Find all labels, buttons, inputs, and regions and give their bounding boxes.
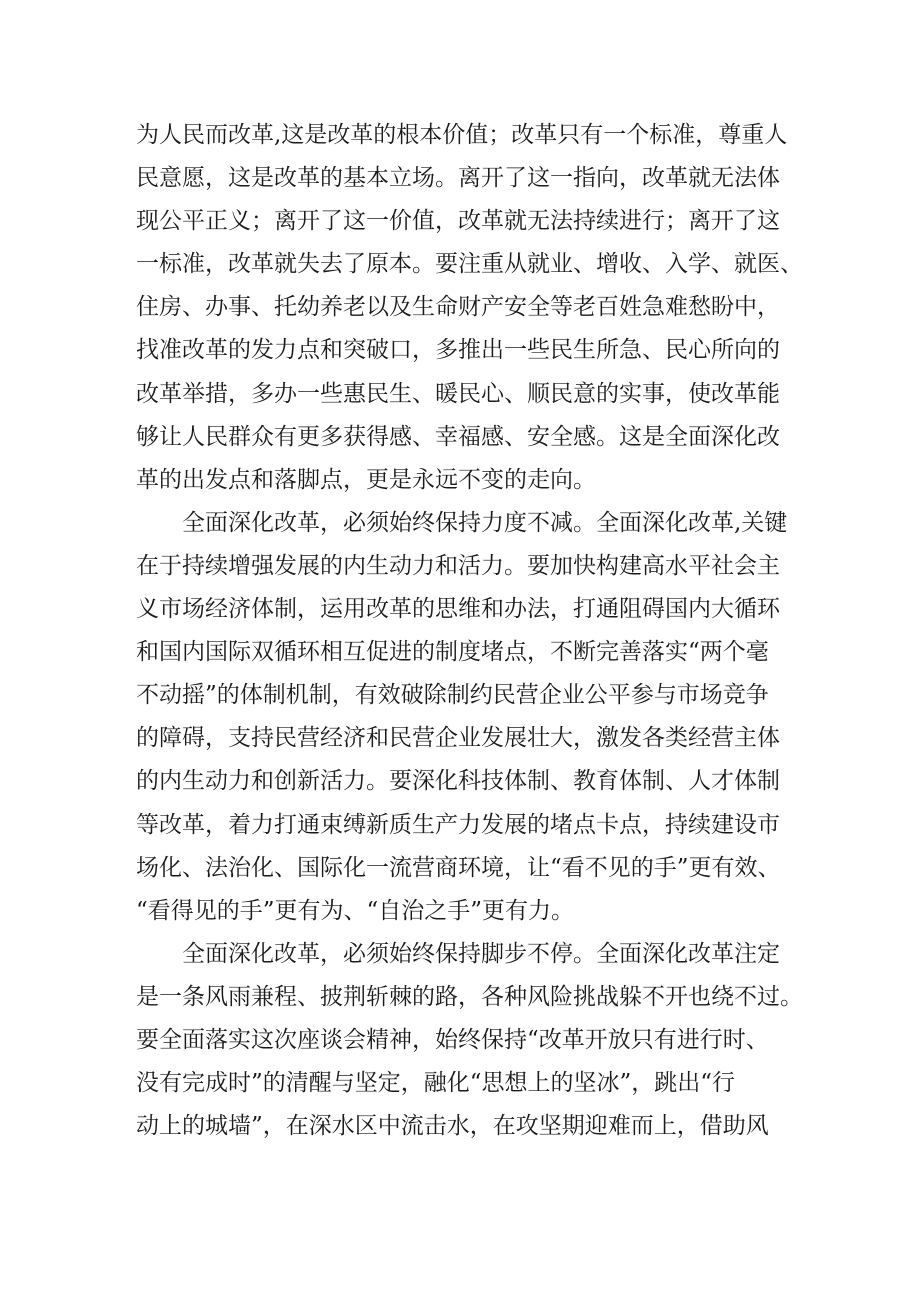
text-line: 一标准，改革就失去了原本。要注重从就业、增收、入学、就医、 — [136, 251, 803, 278]
text-line: 要全面落实这次座谈会精神，始终保持“改革开放只有进行时、 — [136, 1026, 769, 1053]
text-line: “看得见的手”更有为、“自治之手”更有力。 — [136, 897, 575, 924]
text-line: 没有完成时”的清醒与坚定，融化“思想上的坚冰”，跳出“行 — [136, 1070, 736, 1097]
text-line: 找准改革的发力点和突破口，多推出一些民生所急、民心所向的 — [136, 337, 780, 364]
text-line: 为人民而改革,这是改革的根本价值；改革只有一个标准，尊重人 — [136, 122, 788, 148]
text-line: 现公平正义；离开了这一价值，改革就无法持续进行；离开了这 — [136, 208, 780, 235]
text-line: 改革举措，多办一些惠民生、暖民心、顺民意的实事，使改革能 — [136, 380, 780, 407]
text-line: 义市场经济体制，运用改革的思维和办法，打通阻碍国内大循环 — [136, 596, 780, 623]
text-line: 场化、法治化、国际化一流营商环境，让“看不见的手”更有效、 — [136, 854, 781, 881]
text-line: 的内生动力和创新活力。要深化科技体制、教育体制、人才体制 — [136, 768, 780, 795]
text-line: 全面深化改革，必须始终保持力度不减。全面深化改革,关键 — [136, 509, 788, 536]
text-line: 动上的城墙”，在深水区中流击水，在攻坚期迎难而上，借助风 — [136, 1113, 769, 1140]
text-line: 是一条风雨兼程、披荆斩棘的路，各种风险挑战躲不开也绕不过。 — [136, 983, 803, 1010]
text-line: 在于持续增强发展的内生动力和活力。要加快构建高水平社会主 — [136, 552, 780, 579]
text-line: 革的出发点和落脚点，更是永远不变的走向。 — [136, 466, 596, 493]
text-line: 民意愿，这是改革的基本立场。离开了这一指向，改革就无法体 — [136, 165, 780, 192]
text-line: 等改革，着力打通束缚新质生产力发展的堵点卡点，持续建设市 — [136, 811, 780, 838]
text-line: 不动摇”的体制机制，有效破除制约民营企业公平参与市场竞争 — [136, 682, 769, 709]
text-line: 住房、办事、托幼养老以及生命财产安全等老百姓急难愁盼中， — [136, 294, 780, 321]
text-line: 的障碍，支持民营经济和民营企业发展壮大，激发各类经营主体 — [136, 725, 780, 752]
text-line: 够让人民群众有更多获得感、幸福感、安全感。这是全面深化改 — [136, 423, 780, 450]
text-line: 和国内国际双循环相互促进的制度堵点，不断完善落实“两个毫 — [136, 639, 769, 666]
text-line: 全面深化改革，必须始终保持脚步不停。全面深化改革注定 — [136, 940, 780, 967]
document-body — [136, 114, 803, 1148]
